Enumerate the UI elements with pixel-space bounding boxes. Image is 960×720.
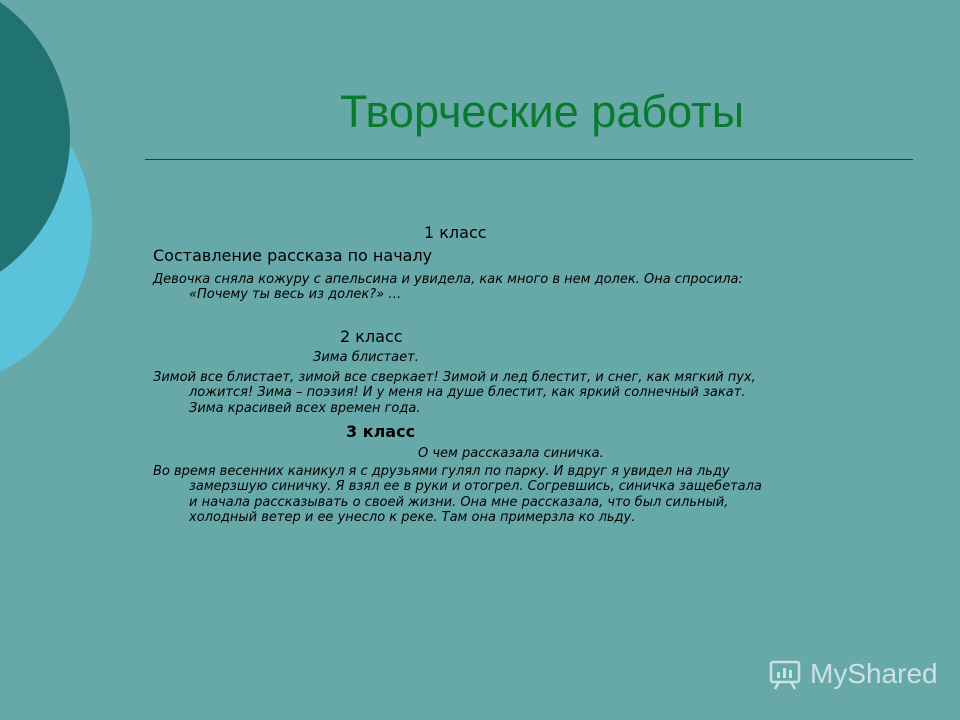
grade-3-heading: 3 класс <box>346 422 416 441</box>
story-line: Зима красивей всех времен года. <box>189 400 421 416</box>
story-line: «Почему ты весь из долек?» … <box>189 287 402 303</box>
story-line: Зимой все блистает, зимой все сверкает! Зимой и лед блестит, и снег, как мягкий пух, <box>153 370 756 385</box>
story-line: Девочка сняла кожуру с апельсина и увидела, как много в нем долек. Она спросила: <box>153 272 743 287</box>
story-line: холодный ветер и ее унесло к реке. Там она примерзла ко льду. <box>189 510 636 526</box>
grade-3-story <box>153 464 762 526</box>
story-line: Во время весенних каникул я с друзьями гулял по парку. И вдруг я увидел на льду <box>153 464 730 479</box>
grade-1-task-title: Составление рассказа по началу <box>153 246 433 265</box>
watermark-logo <box>768 656 938 692</box>
title-divider <box>145 159 913 160</box>
grade-1-story <box>153 272 743 303</box>
grade-2-story <box>153 370 756 416</box>
story-line: замерзшую синичку. Я взял ее в руки и отогрел. Согревшись, синичка защебетала <box>189 479 762 495</box>
slide-title: Творческие работы <box>340 86 745 137</box>
grade-3-task-title: О чем рассказала синичка. <box>418 446 604 461</box>
grade-2-heading: 2 класс <box>340 327 403 346</box>
story-line: и начала рассказывать о своей жизни. Она мне рассказала, что был сильный, <box>189 494 729 510</box>
grade-1-heading: 1 класс <box>424 223 487 242</box>
grade-2-task-title: Зима блистает. <box>313 350 419 365</box>
story-line: ложится! Зима – поэзия! И у меня на душе блестит, как яркий солнечный закат. <box>189 385 746 401</box>
watermark-text: MyShared <box>810 658 938 689</box>
presentation-board-icon <box>768 657 802 691</box>
